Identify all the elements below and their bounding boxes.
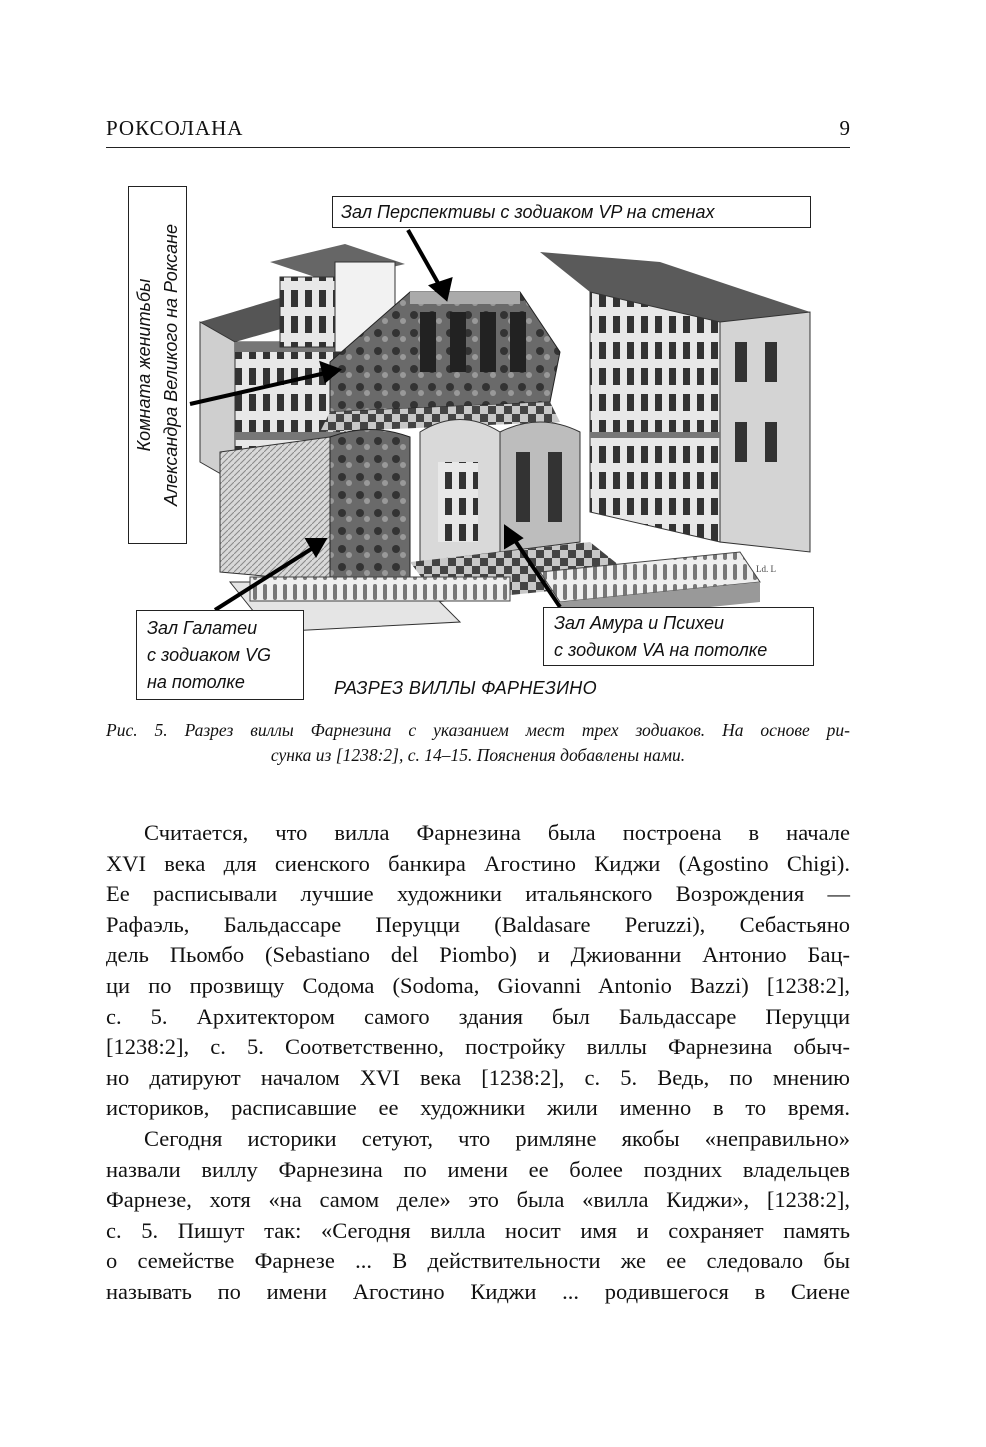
text-line: дель Пьомбо (Sebastiano del Piombo) и Джиованни Антонио Бац-	[106, 942, 850, 968]
header-rule	[106, 147, 850, 148]
running-title: РОКСОЛАНА	[106, 116, 244, 140]
label-galatea-line2: с зодиаком VG	[147, 645, 272, 665]
figure-caption-line1: Рис. 5. Разрез виллы Фарнезина с указанием мест трех зодиаков. На основе ри-	[106, 720, 850, 740]
paragraph-2	[106, 1124, 850, 1308]
section-title: РАЗРЕЗ ВИЛЛЫ ФАРНЕЗИНО	[334, 678, 597, 698]
text-line: с. 5. Пишут так: «Сегодня вилла носит имя и сохраняет память	[106, 1217, 850, 1243]
text-line: Ее расписывали лучшие художники итальянского Возрождения —	[106, 881, 850, 907]
label-marriage-room-line2: Александра Великого на Роксане	[160, 223, 181, 507]
text-line: Считается, что вилла Фарнезина была построена в начале	[144, 820, 850, 845]
text-line: назвали виллу Фарнезина по имени ее более поздних владельцев	[106, 1156, 850, 1182]
label-marriage-room	[128, 186, 187, 544]
text-line: с. 5. Архитектором самого здания был Бальдассаре Перуцци	[106, 1003, 850, 1029]
label-galatea-hall	[136, 610, 304, 700]
text-line: о семействе Фарнезе ... В действительности же ее следовало бы	[106, 1248, 850, 1274]
text-line: Рафаэль, Бальдассаре Перуцци (Baldasare Peruzzi), Себастьяно	[106, 911, 850, 937]
text-line: Фарнезе, хотя «на самом деле» это была «вилла Киджи», [1238:2],	[106, 1187, 850, 1213]
text-line: но датируют началом XVI века [1238:2], с. 5. Ведь, по мнению	[106, 1064, 850, 1090]
figure-caption-line2: сунка из [1238:2], с. 14–15. Пояснения добавлены нами.	[270, 745, 686, 765]
running-head	[106, 116, 850, 146]
text-line: Сегодня историки сетуют, что римляне якобы «неправильно»	[144, 1125, 850, 1151]
paragraph-1	[106, 818, 850, 1124]
label-galatea-line3: на потолке	[147, 672, 245, 692]
figure-caption	[106, 718, 850, 768]
label-cupid-psyche-hall	[543, 607, 814, 666]
page-number: 9	[839, 116, 850, 140]
label-hall-of-perspectives: Зал Перспективы с зодиаком VP на стенах	[332, 196, 811, 228]
text-line: историков, расписавшие ее художники жили именно в то время.	[106, 1095, 850, 1121]
body-text	[106, 818, 850, 1308]
label-marriage-room-line1: Комната женитьбы	[133, 278, 154, 452]
text-line: ци по прозвищу Содома (Sodoma, Giovanni Antonio Bazzi) [1238:2],	[106, 972, 850, 998]
text-line: называть по имени Агостино Киджи ... родившегося в Сиене	[106, 1278, 850, 1304]
label-galatea-line1: Зал Галатеи	[147, 618, 258, 638]
label-cupid-line2: с зодиком VA на потолке	[554, 640, 768, 660]
villa-cross-section-figure	[120, 182, 820, 704]
text-line: XVI века для сиенского банкира Агостино Киджи (Agostino Chigi).	[106, 850, 850, 876]
artist-signature: Ld. L	[756, 564, 776, 574]
label-cupid-line1: Зал Амура и Психеи	[554, 613, 725, 633]
text-line: [1238:2], с. 5. Соответственно, постройку виллы Фарнезина обыч-	[106, 1034, 850, 1060]
